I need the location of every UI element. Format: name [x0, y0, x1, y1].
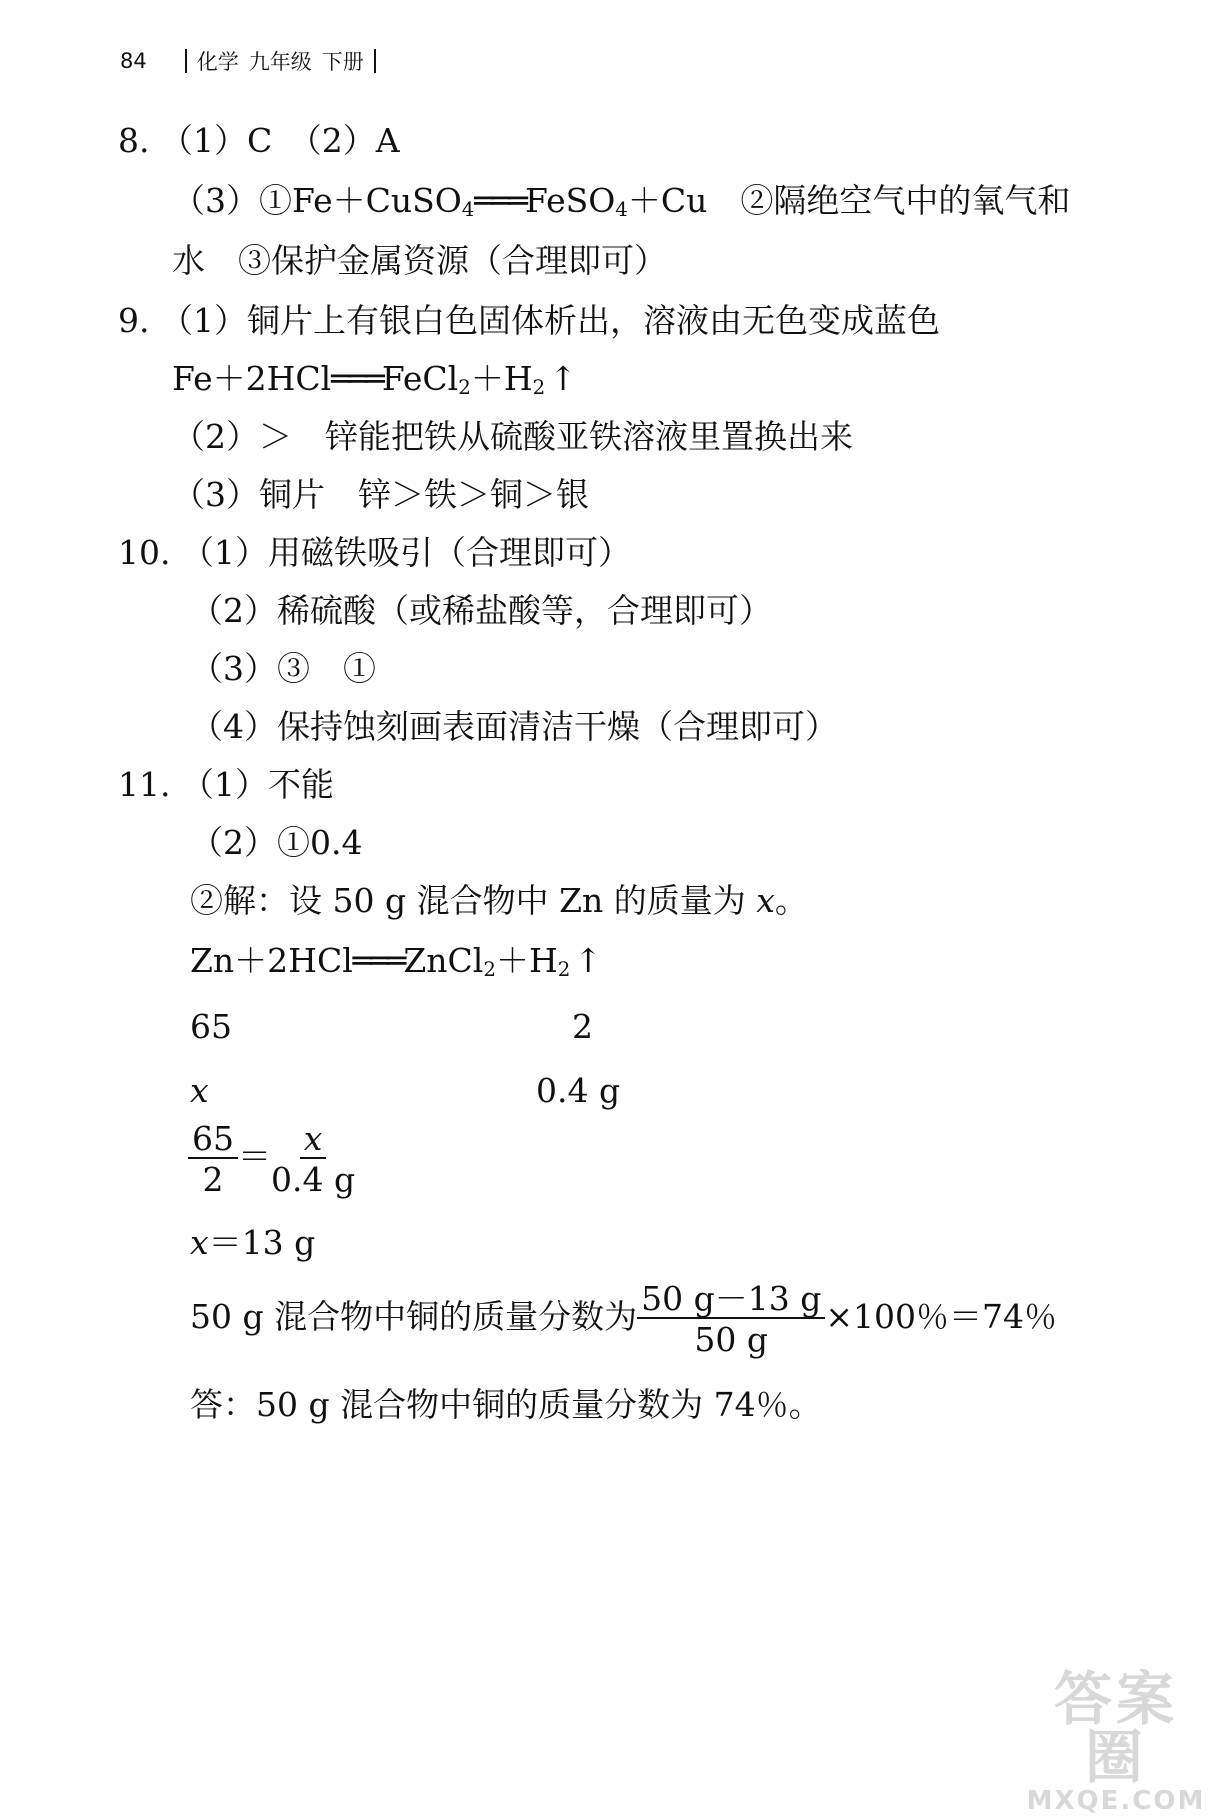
fraction-numerator: x: [300, 1122, 327, 1159]
q11-solution-intro: ②解：设 50 g 混合物中 Zn 的质量为: [190, 881, 757, 920]
q9-sub-2: 2: [532, 375, 546, 399]
header-divider-left: [185, 49, 187, 73]
q11-line-3: [190, 881, 808, 920]
percentage-fraction: [637, 1279, 825, 1359]
q9-line-1: 9. （1）铜片上有银白色固体析出，溶液由无色变成蓝色: [118, 301, 940, 340]
header-volume: 下册: [321, 50, 364, 74]
q9-line-2: [172, 359, 577, 399]
q8-eq-product: FeSO: [524, 181, 616, 220]
q11-answer: 答：50 g 混合物中铜的质量分数为 74％。: [190, 1385, 822, 1424]
q11-solution-period: 。: [774, 881, 808, 920]
q8-line-2: [172, 181, 1071, 221]
proportion-equals: ＝: [238, 1137, 271, 1176]
fraction-denominator: 2: [202, 1160, 224, 1199]
q9-line-3: （2）＞ 锌能把铁从硫酸亚铁溶液里置换出来: [172, 417, 853, 456]
ratio-right-top: 2: [572, 1007, 593, 1046]
q8-equals-sign: ═══: [474, 181, 525, 220]
q9-eq-plus-h: ＋H: [470, 359, 533, 398]
ratio-right-bottom: 0.4 g: [536, 1071, 621, 1110]
percentage-label: 50 g 混合物中铜的质量分数为: [190, 1297, 638, 1336]
header-subject: 化学: [196, 50, 239, 74]
q11-proportion: [188, 1119, 356, 1199]
q10-line-2: （2）稀硫酸（或稀盐酸等，合理即可）: [190, 591, 772, 630]
percentage-result: ×100％＝74％: [825, 1297, 1057, 1336]
q11-eq-plus-h: ＋H: [495, 941, 558, 980]
ratio-left-top: 65: [190, 1007, 232, 1046]
q10-line-1: 10. （1）用磁铁吸引（合理即可）: [118, 533, 631, 572]
q11-eq-reactants: Zn＋2HCl: [190, 941, 353, 980]
q9-eq-product: FeCl: [381, 359, 459, 398]
watermark-title: 答案圈: [1053, 1665, 1178, 1791]
ratio-left-bottom: x: [190, 1071, 209, 1110]
q11-variable-x: x: [756, 881, 775, 920]
q9-equals-sign: ═══: [331, 359, 382, 398]
q8-sub-2: 4: [615, 197, 628, 221]
page-number: 84: [120, 49, 147, 73]
q11-percentage: [190, 1279, 1057, 1359]
q11-line-2: （2）①0.4: [190, 823, 363, 862]
fraction-numerator: 50 g－13 g: [637, 1282, 825, 1319]
q8-eq-reactants: （3）①Fe＋CuSO: [172, 181, 462, 220]
q11-equals-sign: ═══: [352, 941, 404, 980]
q11-sub-1: 2: [483, 957, 496, 981]
q8-line-1: 8. （1）C （2）A: [118, 121, 400, 160]
q11-eq-product: ZnCl: [403, 941, 484, 980]
header-divider-right: [374, 49, 376, 73]
fraction-denominator: 0.4 g: [271, 1160, 356, 1199]
fraction-x-over-mass: [271, 1119, 356, 1199]
q9-sub-1: 2: [458, 375, 471, 399]
q11-line-1: 11. （1）不能: [118, 765, 334, 804]
result-value: ＝13 g: [208, 1223, 316, 1262]
gas-arrow-icon: ↑: [574, 941, 602, 980]
q8-eq-rest: ＋Cu ②隔绝空气中的氧气和: [627, 181, 1071, 220]
fraction-denominator: 50 g: [694, 1320, 769, 1359]
q11-equation: [190, 941, 602, 981]
watermark-logo: [1026, 1665, 1206, 1816]
q10-line-4: （4）保持蚀刻画表面清洁干燥（合理即可）: [190, 707, 838, 746]
header-grade: 九年级: [248, 50, 312, 74]
watermark-url: MXQE.COM: [1026, 1786, 1206, 1816]
q11-result: [190, 1223, 316, 1262]
fraction-65-over-2: [188, 1119, 238, 1199]
q9-eq-reactants: Fe＋2HCl: [172, 359, 332, 398]
result-variable: x: [190, 1223, 209, 1262]
q9-line-4: （3）铜片 锌＞铁＞铜＞银: [172, 475, 589, 514]
fraction-numerator: 65: [188, 1122, 238, 1159]
page-header: [120, 46, 376, 76]
gas-arrow-icon: ↑: [549, 359, 577, 398]
q11-sub-2: 2: [557, 957, 571, 981]
q10-line-3: （3）③ ①: [190, 649, 376, 688]
q8-line-3: 水 ③保护金属资源（合理即可）: [172, 241, 667, 280]
q8-sub-1: 4: [461, 197, 475, 221]
